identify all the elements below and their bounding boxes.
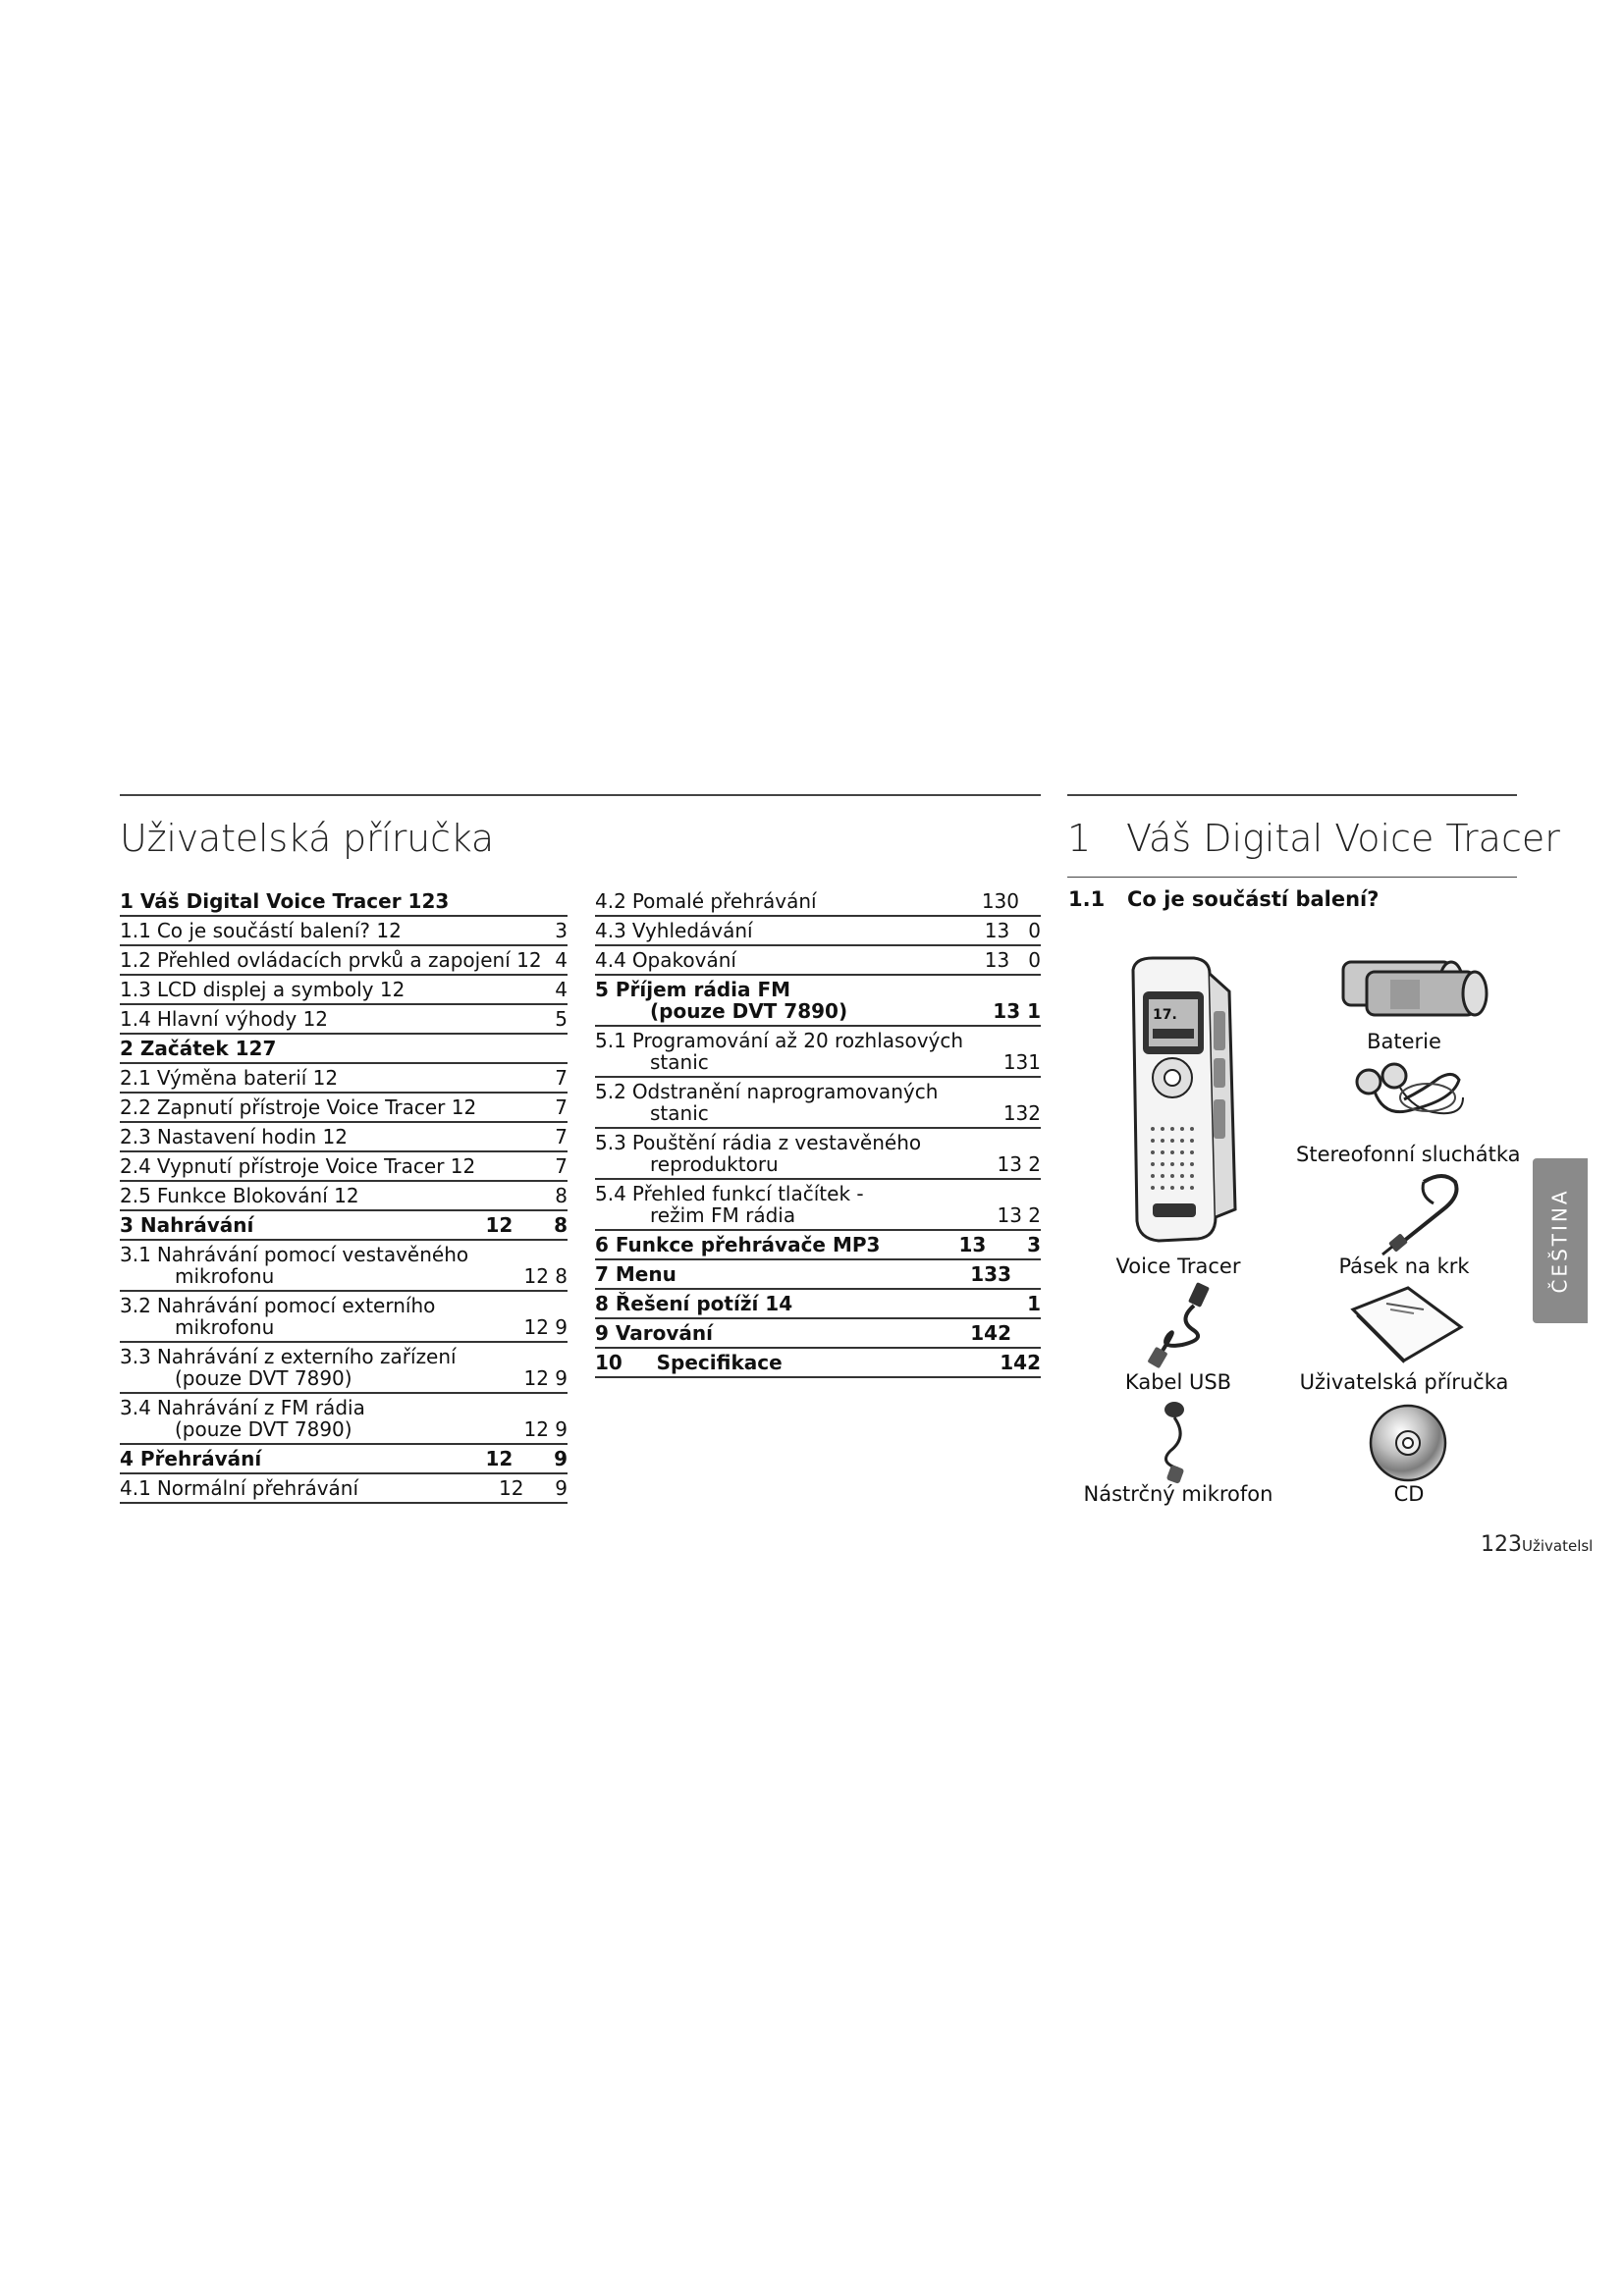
toc-entry[interactable]: 5.4 Přehled funkcí tlačítek - režim FM rádia 13 2 — [595, 1180, 1041, 1231]
toc-entry[interactable]: 2.1 Výměna baterií 12 7 — [120, 1064, 568, 1094]
toc-entry[interactable]: 8 Řešení potíží 14 1 — [595, 1290, 1041, 1319]
chapter-title: Váš Digital Voice Tracer — [1126, 817, 1560, 860]
neck-strap-caption: Pásek na krk — [1338, 1255, 1470, 1278]
toc-entry[interactable]: 4.1 Normální přehrávání 12 9 — [120, 1474, 568, 1504]
neck-strap-illustration — [1365, 1168, 1473, 1256]
toc-entry[interactable]: 2 Začátek 127 — [120, 1035, 568, 1064]
toc-entry[interactable]: 3.2 Nahrávání pomocí externího mikrofonu 12 9 — [120, 1292, 568, 1343]
toc-entry[interactable]: 4.2 Pomalé přehrávání 130 — [595, 887, 1041, 917]
batteries-illustration — [1331, 952, 1489, 1021]
usb-cable-illustration — [1129, 1280, 1227, 1368]
toc-entry[interactable]: 1.1 Co je součástí balení? 12 3 — [120, 917, 568, 946]
toc-entry[interactable]: 5.2 Odstranění naprogramovaných stanic 132 — [595, 1078, 1041, 1129]
language-side-tab[interactable] — [1533, 1158, 1588, 1323]
toc-entry[interactable]: 4.4 Opakování 13 0 — [595, 946, 1041, 976]
toc-entry[interactable]: 1.2 Přehled ovládacích prvků a zapojení 12 4 — [120, 946, 568, 976]
toc-entry[interactable]: 5 Příjem rádia FM (pouze DVT 7890) 13 1 — [595, 976, 1041, 1027]
toc-entry[interactable]: 5.1 Programování až 20 rozhlasových stanic 131 — [595, 1027, 1041, 1078]
toc-entry[interactable]: 2.5 Funkce Blokování 12 8 — [120, 1182, 568, 1211]
toc-entry[interactable]: 5.3 Pouštění rádia z vestavěného reproduktoru 13 2 — [595, 1129, 1041, 1180]
voice-tracer-caption: Voice Tracer — [1115, 1255, 1241, 1278]
page-number: 123 — [1481, 1532, 1522, 1557]
top-rule-right — [1067, 794, 1517, 796]
toc-entry[interactable]: 3 Nahrávání 12 8 — [120, 1211, 568, 1241]
manual-illustration — [1347, 1286, 1465, 1364]
toc-entry[interactable]: 7 Menu 133 — [595, 1260, 1041, 1290]
earphones-illustration — [1345, 1060, 1473, 1135]
earphones-caption: Stereofonní sluchátka — [1296, 1143, 1521, 1166]
toc-entry[interactable]: 2.4 Vypnutí přístroje Voice Tracer 12 7 — [120, 1152, 568, 1182]
toc-column-2 — [595, 887, 1041, 1378]
toc-entry[interactable]: 3.1 Nahrávání pomocí vestavěného mikrofonu 12 8 — [120, 1241, 568, 1292]
toc-entry[interactable]: 6 Funkce přehrávače MP3 13 3 — [595, 1231, 1041, 1260]
toc-entry[interactable]: 1.4 Hlavní výhody 12 5 — [120, 1005, 568, 1035]
toc-entry[interactable]: 1 Váš Digital Voice Tracer 123 — [120, 887, 568, 917]
toc-column-1 — [120, 887, 568, 1504]
manual-caption: Uživatelská příručka — [1299, 1370, 1509, 1394]
language-tab-label: ČEŠTINA — [1548, 1188, 1572, 1294]
page-title-left: Uživatelská příručka — [120, 817, 494, 860]
svg-text:17.: 17. — [1153, 1007, 1177, 1023]
chapter-number: 1 — [1067, 817, 1092, 860]
toc-entry[interactable]: 4 Přehrávání 12 9 — [120, 1445, 568, 1474]
page-title-right — [1067, 817, 1560, 860]
footer-label: Uživatelsl — [1522, 1537, 1594, 1555]
clip-mic-caption: Nástrčný mikrofon — [1083, 1482, 1273, 1506]
section-rule-right — [1067, 877, 1517, 878]
section-heading — [1068, 887, 1379, 911]
toc-entry[interactable]: 2.2 Zapnutí přístroje Voice Tracer 12 7 — [120, 1094, 568, 1123]
toc-entry[interactable]: 10 Specifikace 142 — [595, 1349, 1041, 1378]
usb-cable-caption: Kabel USB — [1124, 1370, 1232, 1394]
toc-entry[interactable]: 2.3 Nastavení hodin 12 7 — [120, 1123, 568, 1152]
cd-caption: CD — [1393, 1482, 1425, 1506]
toc-entry[interactable]: 4.3 Vyhledávání 13 0 — [595, 917, 1041, 946]
page-footer — [1481, 1532, 1593, 1557]
toc-entry[interactable]: 9 Varování 142 — [595, 1319, 1041, 1349]
cd-illustration — [1367, 1402, 1449, 1484]
voice-tracer-illustration — [1113, 952, 1241, 1247]
toc-entry[interactable]: 3.4 Nahrávání z FM rádia (pouze DVT 7890) 12 9 — [120, 1394, 568, 1445]
section-number: 1.1 — [1068, 887, 1106, 911]
batteries-caption: Baterie — [1367, 1030, 1441, 1053]
toc-entry[interactable]: 3.3 Nahrávání z externího zařízení (pouze DVT 7890) 12 9 — [120, 1343, 568, 1394]
top-rule-left — [120, 794, 1041, 796]
section-title: Co je součástí balení? — [1127, 887, 1380, 911]
toc-entry[interactable]: 1.3 LCD displej a symboly 12 4 — [120, 976, 568, 1005]
clip-mic-illustration — [1139, 1398, 1218, 1486]
